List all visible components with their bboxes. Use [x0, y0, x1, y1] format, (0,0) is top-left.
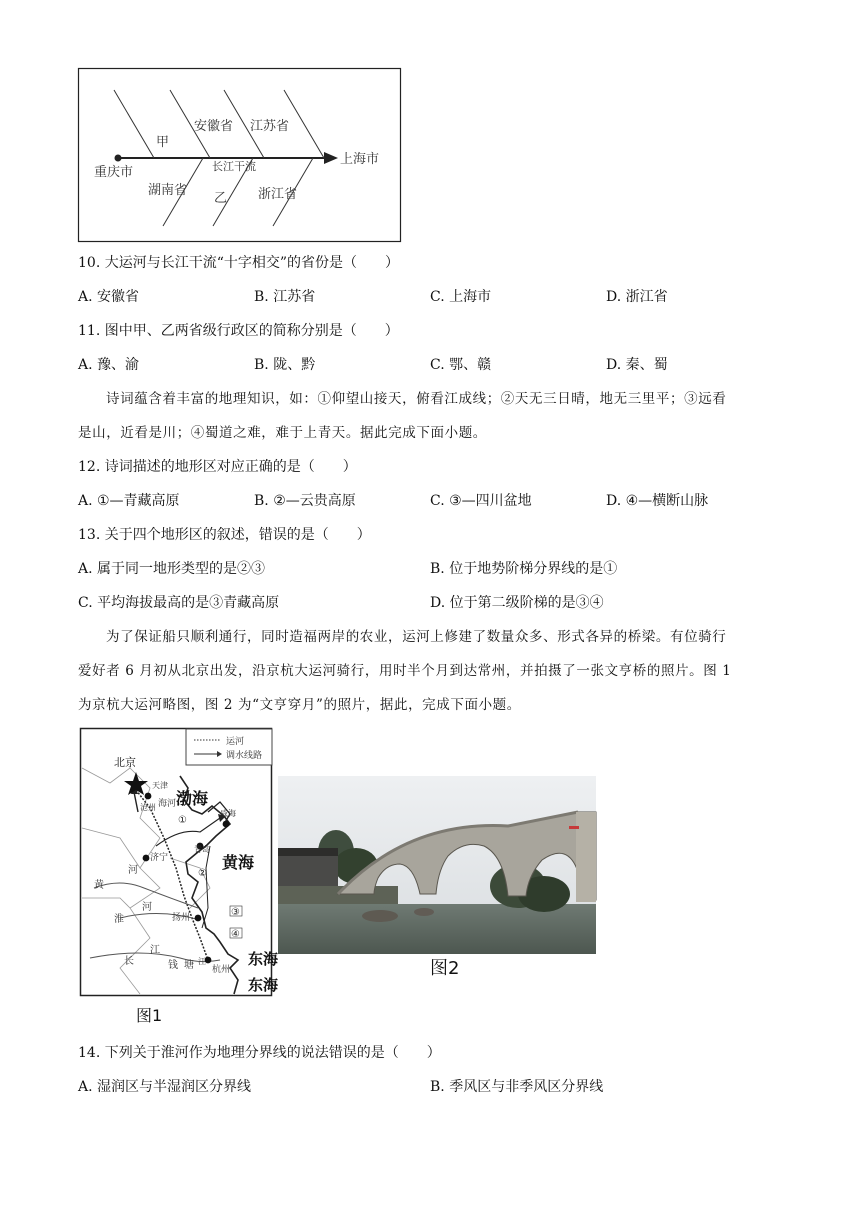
figure2-caption: 图2: [430, 958, 460, 979]
q12-option-a[interactable]: A. ①—青藏高原: [78, 493, 180, 509]
marker-label: ③: [231, 907, 240, 918]
marker-label: ①: [178, 815, 187, 826]
q11-option-a[interactable]: A. 豫、渝: [78, 357, 140, 373]
legend-canal-label: 运河: [226, 737, 245, 747]
river-label: 淮: [114, 914, 124, 925]
q12-option-c[interactable]: C. ③—四川盆地: [430, 493, 532, 509]
lower-label: 乙: [214, 191, 228, 206]
river-label: 长: [124, 956, 134, 967]
wenheng-bridge-photo: [278, 776, 596, 982]
city-dot: [145, 793, 152, 800]
q12-option-d[interactable]: D. ④—横断山脉: [606, 493, 709, 509]
q11-option-b[interactable]: B. 陇、黔: [254, 357, 316, 373]
yangtze-provinces-diagram: [78, 68, 402, 244]
poem-intro-line: 是山，近看是川；④蜀道之难，难于上青天。据此完成下面小题。: [78, 425, 487, 441]
q11-stem: 11. 图中甲、乙两省级行政区的简称分别是（ ）: [78, 323, 399, 339]
legend-diversion-label: 调水线路: [226, 751, 263, 761]
q11-option-c[interactable]: C. 鄂、赣: [430, 357, 492, 373]
q10-option-a[interactable]: A. 安徽省: [78, 289, 140, 305]
city-label: 济宁: [150, 853, 169, 863]
q11-option-d[interactable]: D. 秦、蜀: [606, 357, 668, 373]
sea-label: 东海: [248, 976, 279, 994]
city-label: 天津: [152, 781, 168, 790]
marker-label: ④: [231, 929, 240, 940]
upper-label: 甲: [156, 135, 170, 150]
river-label: 海河: [158, 799, 177, 809]
city-label: 扬州: [172, 913, 191, 923]
lower-label: 湖南省: [148, 183, 188, 198]
marker-label: ②: [198, 868, 207, 879]
q10-option-c[interactable]: C. 上海市: [430, 289, 492, 305]
river-label: 塘: [184, 960, 194, 971]
q12-option-b[interactable]: B. ②—云贵高原: [254, 493, 356, 509]
city-dot: [143, 855, 150, 862]
city-label: 青岛: [194, 845, 210, 854]
figure1-caption: 图1: [136, 1006, 163, 1025]
q10-option-d[interactable]: D. 浙江省: [606, 289, 668, 305]
city-label: 沧州: [140, 803, 156, 812]
river-label: 钱: [168, 960, 178, 971]
q13-option-b[interactable]: B. 位于地势阶梯分界线的是①: [430, 561, 618, 577]
q13-option-d[interactable]: D. 位于第二级阶梯的是③④: [430, 595, 604, 611]
mainstream-label: 长江干流: [212, 160, 256, 173]
lower-label: 浙江省: [258, 187, 298, 202]
city-dot: [223, 821, 230, 828]
city-dot: [195, 915, 202, 922]
river-label: 黄: [94, 880, 104, 891]
origin-dot: [115, 155, 122, 162]
upper-label: 安徽省: [194, 119, 234, 134]
city-label: 威海: [220, 809, 236, 818]
q13-option-a[interactable]: A. 属于同一地形类型的是②③: [78, 561, 266, 577]
city-label: 北京: [114, 756, 136, 769]
river-label: 江: [150, 945, 160, 956]
left-city-label: 重庆市: [94, 165, 134, 180]
canal-intro-line: 为京杭大运河略图，图 2 为“文亨穿月”的照片，据此，完成下面小题。: [78, 697, 521, 713]
river-label: 江: [198, 957, 206, 966]
grand-canal-map: [80, 728, 279, 1028]
q14-option-b[interactable]: B. 季风区与非季风区分界线: [430, 1079, 604, 1095]
q10-stem: 10. 大运河与长江干流“十字相交”的省份是（ ）: [78, 255, 400, 271]
q13-stem: 13. 关于四个地形区的叙述，错误的是（ ）: [78, 527, 371, 543]
q12-stem: 12. 诗词描述的地形区对应正确的是（ ）: [78, 459, 357, 475]
q10-option-b[interactable]: B. 江苏省: [254, 289, 316, 305]
q14-stem: 14. 下列关于淮河作为地理分界线的说法错误的是（ ）: [78, 1045, 441, 1061]
sea-label: 黄海: [222, 853, 255, 872]
canal-intro-line: 为了保证船只顺利通行，同时造福两岸的农业，运河上修建了数量众多、形式各异的桥梁。有位骑行: [106, 629, 727, 645]
q13-option-c[interactable]: C. 平均海拔最高的是③青藏高原: [78, 595, 280, 611]
river-label: 河: [142, 902, 152, 913]
poem-intro-line: 诗词蕴含着丰富的地理知识，如：①仰望山接天，俯看江成线；②天无三日晴，地无三里平；③远看: [106, 391, 727, 407]
sea-label: 渤海: [176, 789, 209, 808]
upper-label: 江苏省: [250, 119, 290, 134]
river-label: 河: [128, 865, 138, 876]
q14-option-a[interactable]: A. 湿润区与半湿润区分界线: [78, 1079, 252, 1095]
sea-label: 东海: [248, 950, 279, 968]
right-city-label: 上海市: [340, 152, 380, 167]
canal-intro-line: 爱好者 6 月初从北京出发，沿京杭大运河骑行，用时半个月到达常州，并拍摄了一张文亨桥的照片。图 1: [78, 663, 732, 679]
city-label: 杭州: [212, 965, 231, 975]
